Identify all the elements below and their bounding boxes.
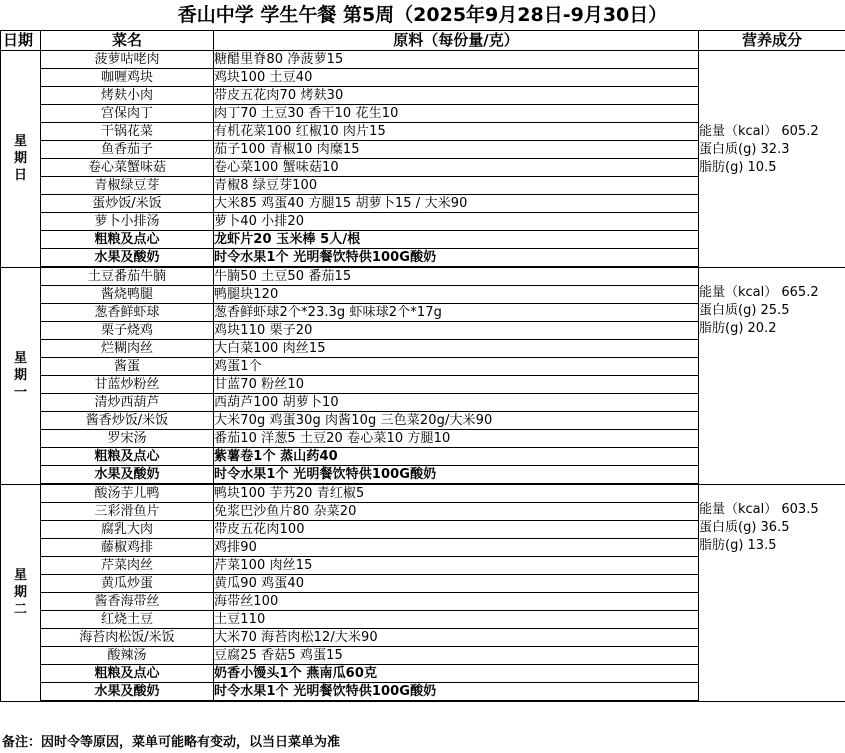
dish-name: 酱烧鸭腿 <box>41 286 214 304</box>
dish-name: 鱼香茄子 <box>41 141 214 159</box>
dish-name: 红烧土豆 <box>41 611 214 629</box>
ingredients: 牛腩50 土豆50 番茄15 <box>214 267 699 286</box>
dish-name: 烤麸小肉 <box>41 87 214 105</box>
dish-name: 粗粮及点心 <box>41 231 214 249</box>
day-label <box>1 484 41 701</box>
day-char: 期 <box>13 368 27 383</box>
ingredients: 鸭腿块120 <box>214 286 699 304</box>
ingredients: 豆腐25 香菇5 鸡蛋15 <box>214 647 699 665</box>
header-ingredients: 原料（每份量/克） <box>214 31 699 51</box>
nutrition-info <box>699 267 845 484</box>
dish-name: 咖喱鸡块 <box>41 69 214 87</box>
ingredients: 时令水果1个 光明餐饮特供100G酸奶 <box>214 683 699 702</box>
ingredients: 番茄10 洋葱5 土豆20 卷心菜10 方腿10 <box>214 430 699 448</box>
dish-name: 水果及酸奶 <box>41 249 214 268</box>
dish-name: 干锅花菜 <box>41 123 214 141</box>
nutrition-info <box>699 51 845 268</box>
ingredients: 大白菜100 肉丝15 <box>214 340 699 358</box>
dish-name: 葱香鲜虾球 <box>41 304 214 322</box>
ingredients: 黄瓜90 鸡蛋40 <box>214 575 699 593</box>
ingredients: 时令水果1个 光明餐饮特供100G酸奶 <box>214 249 699 268</box>
nutrition-value: 能量（kcal） 603.5 <box>699 501 819 517</box>
dish-name: 腐乳大肉 <box>41 521 214 539</box>
dish-name: 酸辣汤 <box>41 647 214 665</box>
ingredients: 萝卜40 小排20 <box>214 213 699 231</box>
dish-name: 芹菜肉丝 <box>41 557 214 575</box>
nutrition-value: 脂肪(g) 13.5 <box>699 537 777 553</box>
ingredients: 带皮五花肉70 烤麸30 <box>214 87 699 105</box>
dish-name: 酱蛋 <box>41 358 214 376</box>
nutrition-value: 蛋白质(g) 32.3 <box>699 142 790 157</box>
header-dish: 菜名 <box>41 31 214 51</box>
day-char: 期 <box>13 585 27 600</box>
day-char: 星 <box>13 568 27 583</box>
dish-name: 酸汤芋儿鸭 <box>41 484 214 503</box>
menu-table <box>0 30 845 702</box>
day-char: 期 <box>13 151 27 167</box>
nutrition-value: 蛋白质(g) 36.5 <box>699 519 790 535</box>
ingredients: 奶香小馒头1个 燕南瓜60克 <box>214 665 699 683</box>
ingredients: 西葫芦100 胡萝卜10 <box>214 394 699 412</box>
day-char: 二 <box>13 602 27 617</box>
dish-name: 卷心菜蟹味菇 <box>41 159 214 177</box>
ingredients: 有机花菜100 红椒10 肉片15 <box>214 123 699 141</box>
ingredients: 龙虾片20 玉米棒 5人/根 <box>214 231 699 249</box>
dish-name: 萝卜小排汤 <box>41 213 214 231</box>
ingredients: 青椒8 绿豆芽100 <box>214 177 699 195</box>
dish-name: 三彩滑鱼片 <box>41 503 214 521</box>
day-char: 星 <box>13 351 27 366</box>
ingredients: 大米85 鸡蛋40 方腿15 胡萝卜15 / 大米90 <box>214 195 699 213</box>
ingredients: 鸡块100 土豆40 <box>214 69 699 87</box>
dish-name: 宫保肉丁 <box>41 105 214 123</box>
dish-name: 蛋炒饭/米饭 <box>41 195 214 213</box>
day-char: 星 <box>13 134 27 150</box>
nutrition-value: 能量（kcal） 665.2 <box>699 284 819 300</box>
day-label <box>1 51 41 268</box>
nutrition-value: 脂肪(g) 10.5 <box>699 160 777 175</box>
nutrition-value: 蛋白质(g) 25.5 <box>699 302 790 318</box>
dish-name: 甘蓝炒粉丝 <box>41 376 214 394</box>
ingredients: 海带丝100 <box>214 593 699 611</box>
ingredients: 肉丁70 土豆30 香干10 花生10 <box>214 105 699 123</box>
ingredients: 免浆巴沙鱼片80 杂菜20 <box>214 503 699 521</box>
dish-name: 酱香海带丝 <box>41 593 214 611</box>
ingredients: 甘蓝70 粉丝10 <box>214 376 699 394</box>
ingredients: 芹菜100 肉丝15 <box>214 557 699 575</box>
ingredients: 茄子100 青椒10 肉糜15 <box>214 141 699 159</box>
dish-name: 栗子烧鸡 <box>41 322 214 340</box>
nutrition-spacer <box>699 51 845 123</box>
header-nutrition: 营养成分 <box>699 31 845 51</box>
day-label <box>1 267 41 484</box>
dish-name: 黄瓜炒蛋 <box>41 575 214 593</box>
footnote: 备注：因时令等原因，菜单可能略有变动，以当日菜单为准 <box>2 735 341 750</box>
ingredients: 土豆110 <box>214 611 699 629</box>
ingredients: 鸡块110 栗子20 <box>214 322 699 340</box>
day-char: 一 <box>13 385 27 400</box>
dish-name: 酱香炒饭/米饭 <box>41 412 214 430</box>
dish-name: 罗宋汤 <box>41 430 214 448</box>
header-row <box>1 31 845 51</box>
page-title: 香山中学 学生午餐 第5周（2025年9月28日-9月30日） <box>177 4 668 26</box>
dish-name: 土豆番茄牛腩 <box>41 267 214 286</box>
dish-name: 水果及酸奶 <box>41 466 214 485</box>
menu-row <box>1 267 845 286</box>
day-char: 日 <box>13 168 27 184</box>
nutrition-spacer <box>699 268 845 284</box>
dish-name: 菠萝咕咾肉 <box>41 51 214 69</box>
ingredients: 大米70g 鸡蛋30g 肉酱10g 三色菜20g/大米90 <box>214 412 699 430</box>
nutrition-info <box>699 484 845 701</box>
dish-name: 粗粮及点心 <box>41 665 214 683</box>
ingredients: 葱香鲜虾球2个*23.3g 虾味球2个*17g <box>214 304 699 322</box>
dish-name: 青椒绿豆芽 <box>41 177 214 195</box>
ingredients: 鸡排90 <box>214 539 699 557</box>
ingredients: 鸡蛋1个 <box>214 358 699 376</box>
ingredients: 鸭块100 芋艿20 青红椒5 <box>214 484 699 503</box>
nutrition-value: 能量（kcal） 605.2 <box>699 124 819 139</box>
dish-name: 水果及酸奶 <box>41 683 214 702</box>
nutrition-spacer <box>699 485 845 501</box>
dish-name: 清炒西葫芦 <box>41 394 214 412</box>
ingredients: 紫薯卷1个 蒸山药40 <box>214 448 699 466</box>
dish-name: 烂糊肉丝 <box>41 340 214 358</box>
dish-name: 藤椒鸡排 <box>41 539 214 557</box>
ingredients: 大米70 海苔肉松12/大米90 <box>214 629 699 647</box>
menu-row <box>1 484 845 503</box>
dish-name: 粗粮及点心 <box>41 448 214 466</box>
ingredients: 带皮五花肉100 <box>214 521 699 539</box>
menu-row <box>1 51 845 69</box>
ingredients: 糖醋里脊80 净菠萝15 <box>214 51 699 69</box>
header-date: 日期 <box>1 31 41 51</box>
ingredients: 卷心菜100 蟹味菇10 <box>214 159 699 177</box>
nutrition-value: 脂肪(g) 20.2 <box>699 320 777 336</box>
ingredients: 时令水果1个 光明餐饮特供100G酸奶 <box>214 466 699 485</box>
dish-name: 海苔肉松饭/米饭 <box>41 629 214 647</box>
